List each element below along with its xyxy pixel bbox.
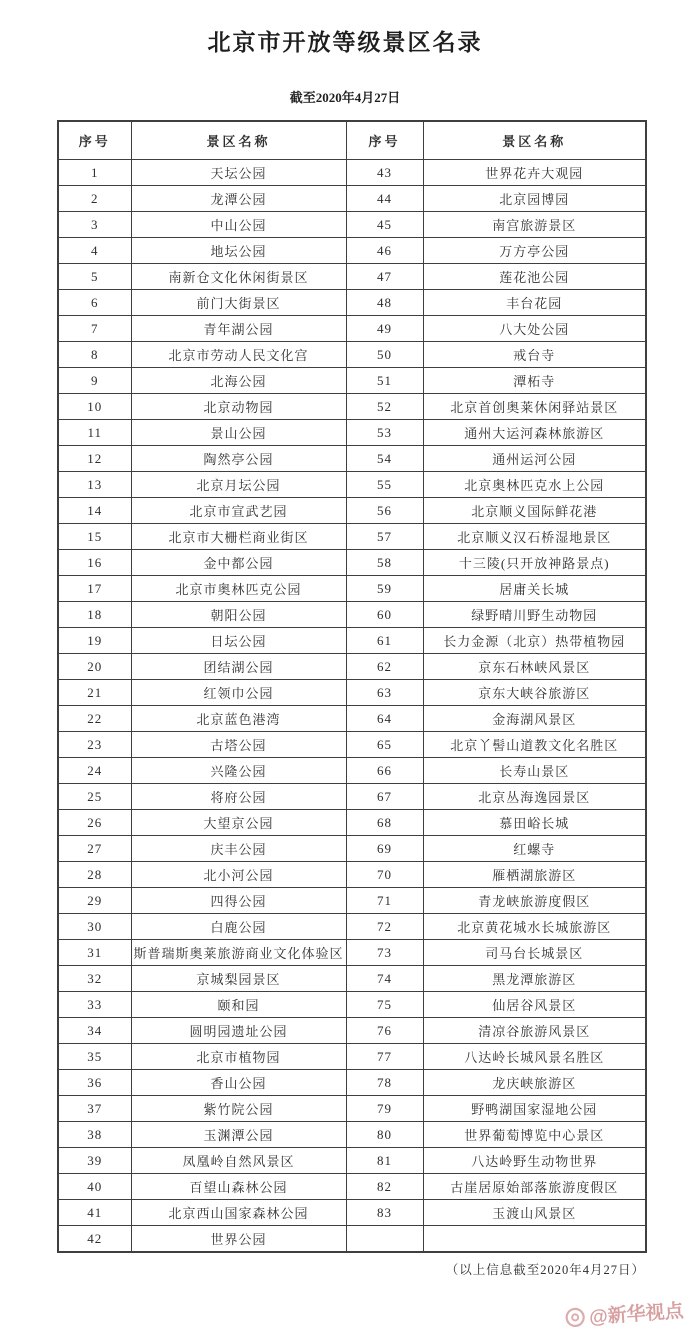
- name-cell-right: 北京丛海逸园景区: [423, 784, 646, 810]
- serial-cell-left: 34: [58, 1018, 131, 1044]
- serial-cell-left: 13: [58, 472, 131, 498]
- serial-cell-left: 24: [58, 758, 131, 784]
- name-cell-right: 八达岭长城风景名胜区: [423, 1044, 646, 1070]
- name-cell-left: 青年湖公园: [131, 316, 346, 342]
- serial-cell-right: 56: [346, 498, 423, 524]
- name-cell-left: 百望山森林公园: [131, 1174, 346, 1200]
- table-row: [58, 498, 646, 524]
- name-cell-right: 北京园博园: [423, 186, 646, 212]
- name-cell-left: 北海公园: [131, 368, 346, 394]
- serial-cell-right: 47: [346, 264, 423, 290]
- name-cell-left: 北小河公园: [131, 862, 346, 888]
- table-row: [58, 420, 646, 446]
- name-cell-left: 日坛公园: [131, 628, 346, 654]
- serial-cell-left: 1: [58, 160, 131, 186]
- serial-cell-left: 3: [58, 212, 131, 238]
- serial-cell-right: 46: [346, 238, 423, 264]
- name-cell-right: 清凉谷旅游风景区: [423, 1018, 646, 1044]
- serial-cell-right: 44: [346, 186, 423, 212]
- serial-cell-left: 38: [58, 1122, 131, 1148]
- name-cell-left: 古塔公园: [131, 732, 346, 758]
- serial-cell-right: 49: [346, 316, 423, 342]
- name-cell-right: 丰台花园: [423, 290, 646, 316]
- serial-cell-right: 55: [346, 472, 423, 498]
- name-cell-right: 红螺寺: [423, 836, 646, 862]
- serial-cell-left: 5: [58, 264, 131, 290]
- table-row: [58, 1226, 646, 1253]
- name-cell-right: [423, 1226, 646, 1253]
- table-row: [58, 966, 646, 992]
- table-row: [58, 992, 646, 1018]
- watermark: [564, 1296, 685, 1331]
- name-cell-right: 金海湖风景区: [423, 706, 646, 732]
- name-cell-right: 万方亭公园: [423, 238, 646, 264]
- name-cell-left: 团结湖公园: [131, 654, 346, 680]
- name-cell-right: 司马台长城景区: [423, 940, 646, 966]
- name-cell-left: 金中都公园: [131, 550, 346, 576]
- name-cell-left: 北京市劳动人民文化宫: [131, 342, 346, 368]
- name-cell-left: 将府公园: [131, 784, 346, 810]
- name-cell-right: 北京黄花城水长城旅游区: [423, 914, 646, 940]
- name-cell-left: 世界公园: [131, 1226, 346, 1253]
- serial-cell-right: 59: [346, 576, 423, 602]
- name-cell-right: 古崖居原始部落旅游度假区: [423, 1174, 646, 1200]
- table-row: [58, 160, 646, 186]
- name-cell-left: 北京市大栅栏商业街区: [131, 524, 346, 550]
- table-row: [58, 1148, 646, 1174]
- name-cell-right: 慕田峪长城: [423, 810, 646, 836]
- serial-cell-right: 57: [346, 524, 423, 550]
- serial-cell-right: 72: [346, 914, 423, 940]
- table-row: [58, 342, 646, 368]
- name-cell-right: 莲花池公园: [423, 264, 646, 290]
- name-cell-right: 北京顺义汉石桥湿地景区: [423, 524, 646, 550]
- name-cell-left: 南新仓文化休闲街景区: [131, 264, 346, 290]
- name-cell-right: 仙居谷风景区: [423, 992, 646, 1018]
- table-row: [58, 576, 646, 602]
- table-row: [58, 290, 646, 316]
- serial-cell-right: 50: [346, 342, 423, 368]
- table-row: [58, 238, 646, 264]
- serial-cell-left: 29: [58, 888, 131, 914]
- serial-cell-left: 35: [58, 1044, 131, 1070]
- serial-cell-right: 58: [346, 550, 423, 576]
- name-cell-right: 龙庆峡旅游区: [423, 1070, 646, 1096]
- serial-cell-right: 43: [346, 160, 423, 186]
- serial-cell-left: 19: [58, 628, 131, 654]
- serial-cell-left: 25: [58, 784, 131, 810]
- table-row: [58, 732, 646, 758]
- name-cell-right: 八达岭野生动物世界: [423, 1148, 646, 1174]
- serial-cell-left: 21: [58, 680, 131, 706]
- name-cell-right: 野鸭湖国家湿地公园: [423, 1096, 646, 1122]
- serial-cell-right: 68: [346, 810, 423, 836]
- serial-cell-right: 70: [346, 862, 423, 888]
- name-cell-left: 庆丰公园: [131, 836, 346, 862]
- serial-cell-left: 2: [58, 186, 131, 212]
- serial-cell-right: 83: [346, 1200, 423, 1226]
- serial-cell-left: 17: [58, 576, 131, 602]
- serial-cell-left: 26: [58, 810, 131, 836]
- serial-cell-right: 80: [346, 1122, 423, 1148]
- header-name-right: 景区名称: [423, 121, 646, 160]
- serial-cell-right: 48: [346, 290, 423, 316]
- name-cell-right: 南宫旅游景区: [423, 212, 646, 238]
- serial-cell-right: 53: [346, 420, 423, 446]
- table-row: [58, 1122, 646, 1148]
- name-cell-right: 通州运河公园: [423, 446, 646, 472]
- serial-cell-left: 7: [58, 316, 131, 342]
- table-row: [58, 550, 646, 576]
- name-cell-left: 大望京公园: [131, 810, 346, 836]
- name-cell-right: 十三陵(只开放神路景点): [423, 550, 646, 576]
- serial-cell-right: 74: [346, 966, 423, 992]
- table-row: [58, 1044, 646, 1070]
- table-row: [58, 446, 646, 472]
- serial-cell-right: 77: [346, 1044, 423, 1070]
- name-cell-left: 中山公园: [131, 212, 346, 238]
- table-row: [58, 316, 646, 342]
- serial-cell-left: 11: [58, 420, 131, 446]
- name-cell-left: 白鹿公园: [131, 914, 346, 940]
- name-cell-right: 京东石林峡风景区: [423, 654, 646, 680]
- header-serial-right: 序号: [346, 121, 423, 160]
- serial-cell-left: 30: [58, 914, 131, 940]
- serial-cell-left: 40: [58, 1174, 131, 1200]
- name-cell-right: 北京丫髻山道教文化名胜区: [423, 732, 646, 758]
- name-cell-right: 世界花卉大观园: [423, 160, 646, 186]
- table-row: [58, 888, 646, 914]
- serial-cell-right: [346, 1226, 423, 1253]
- serial-cell-right: 51: [346, 368, 423, 394]
- table-row: [58, 810, 646, 836]
- serial-cell-right: 65: [346, 732, 423, 758]
- table-row: [58, 706, 646, 732]
- scenic-area-table: [57, 120, 647, 1253]
- name-cell-right: 北京顺义国际鲜花港: [423, 498, 646, 524]
- serial-cell-left: 18: [58, 602, 131, 628]
- table-row: [58, 680, 646, 706]
- serial-cell-left: 39: [58, 1148, 131, 1174]
- name-cell-left: 凤凰岭自然风景区: [131, 1148, 346, 1174]
- table-row: [58, 524, 646, 550]
- serial-cell-left: 12: [58, 446, 131, 472]
- serial-cell-left: 41: [58, 1200, 131, 1226]
- name-cell-right: 北京奥林匹克水上公园: [423, 472, 646, 498]
- serial-cell-left: 42: [58, 1226, 131, 1253]
- serial-cell-left: 37: [58, 1096, 131, 1122]
- name-cell-right: 潭柘寺: [423, 368, 646, 394]
- serial-cell-right: 71: [346, 888, 423, 914]
- name-cell-left: 北京蓝色港湾: [131, 706, 346, 732]
- name-cell-right: 绿野晴川野生动物园: [423, 602, 646, 628]
- name-cell-left: 京城梨园景区: [131, 966, 346, 992]
- serial-cell-right: 81: [346, 1148, 423, 1174]
- table-row: [58, 212, 646, 238]
- name-cell-left: 玉渊潭公园: [131, 1122, 346, 1148]
- serial-cell-left: 32: [58, 966, 131, 992]
- name-cell-left: 兴隆公园: [131, 758, 346, 784]
- serial-cell-right: 82: [346, 1174, 423, 1200]
- serial-cell-left: 8: [58, 342, 131, 368]
- serial-cell-right: 75: [346, 992, 423, 1018]
- serial-cell-right: 78: [346, 1070, 423, 1096]
- name-cell-left: 四得公园: [131, 888, 346, 914]
- name-cell-right: 世界葡萄博览中心景区: [423, 1122, 646, 1148]
- table-row: [58, 394, 646, 420]
- serial-cell-left: 6: [58, 290, 131, 316]
- table-row: [58, 1018, 646, 1044]
- serial-cell-right: 73: [346, 940, 423, 966]
- name-cell-right: 长寿山景区: [423, 758, 646, 784]
- name-cell-left: 朝阳公园: [131, 602, 346, 628]
- weibo-logo-icon: [564, 1305, 587, 1328]
- serial-cell-right: 62: [346, 654, 423, 680]
- table-row: [58, 628, 646, 654]
- name-cell-left: 龙潭公园: [131, 186, 346, 212]
- name-cell-left: 红领巾公园: [131, 680, 346, 706]
- footer-note: （以上信息截至2020年4月27日）: [445, 1263, 645, 1277]
- serial-cell-left: 20: [58, 654, 131, 680]
- name-cell-left: 斯普瑞斯奥莱旅游商业文化体验区: [131, 940, 346, 966]
- name-cell-left: 紫竹院公园: [131, 1096, 346, 1122]
- name-cell-right: 青龙峡旅游度假区: [423, 888, 646, 914]
- page-subtitle: 截至2020年4月27日: [289, 90, 401, 105]
- table-row: [58, 602, 646, 628]
- name-cell-left: 景山公园: [131, 420, 346, 446]
- serial-cell-left: 27: [58, 836, 131, 862]
- serial-cell-right: 64: [346, 706, 423, 732]
- table-row: [58, 1174, 646, 1200]
- table-header-row: [58, 121, 646, 160]
- name-cell-right: 雁栖湖旅游区: [423, 862, 646, 888]
- serial-cell-left: 14: [58, 498, 131, 524]
- name-cell-left: 地坛公园: [131, 238, 346, 264]
- table-row: [58, 1200, 646, 1226]
- serial-cell-right: 63: [346, 680, 423, 706]
- serial-cell-right: 76: [346, 1018, 423, 1044]
- serial-cell-right: 66: [346, 758, 423, 784]
- serial-cell-left: 16: [58, 550, 131, 576]
- serial-cell-right: 60: [346, 602, 423, 628]
- header-serial-left: 序号: [58, 121, 131, 160]
- table-row: [58, 758, 646, 784]
- name-cell-left: 北京市奥林匹克公园: [131, 576, 346, 602]
- table-row: [58, 472, 646, 498]
- serial-cell-left: 15: [58, 524, 131, 550]
- name-cell-left: 北京市宣武艺园: [131, 498, 346, 524]
- name-cell-right: 通州大运河森林旅游区: [423, 420, 646, 446]
- watermark-text: @新华视点: [588, 1300, 685, 1329]
- name-cell-right: 长力金源（北京）热带植物园: [423, 628, 646, 654]
- serial-cell-right: 67: [346, 784, 423, 810]
- name-cell-right: 黑龙潭旅游区: [423, 966, 646, 992]
- page-title: 北京市开放等级景区名录: [207, 30, 483, 55]
- serial-cell-right: 79: [346, 1096, 423, 1122]
- name-cell-left: 圆明园遗址公园: [131, 1018, 346, 1044]
- table-row: [58, 654, 646, 680]
- serial-cell-left: 22: [58, 706, 131, 732]
- name-cell-right: 八大处公园: [423, 316, 646, 342]
- serial-cell-left: 10: [58, 394, 131, 420]
- table-row: [58, 862, 646, 888]
- name-cell-left: 颐和园: [131, 992, 346, 1018]
- table-row: [58, 1096, 646, 1122]
- header-name-left: 景区名称: [131, 121, 346, 160]
- serial-cell-left: 23: [58, 732, 131, 758]
- table-row: [58, 1070, 646, 1096]
- name-cell-right: 玉渡山风景区: [423, 1200, 646, 1226]
- table-row: [58, 940, 646, 966]
- serial-cell-right: 61: [346, 628, 423, 654]
- name-cell-left: 天坛公园: [131, 160, 346, 186]
- name-cell-right: 北京首创奥莱休闲驿站景区: [423, 394, 646, 420]
- table-row: [58, 186, 646, 212]
- table-row: [58, 836, 646, 862]
- serial-cell-left: 28: [58, 862, 131, 888]
- name-cell-left: 陶然亭公园: [131, 446, 346, 472]
- serial-cell-right: 52: [346, 394, 423, 420]
- table-row: [58, 784, 646, 810]
- serial-cell-right: 69: [346, 836, 423, 862]
- serial-cell-right: 45: [346, 212, 423, 238]
- table-row: [58, 914, 646, 940]
- serial-cell-left: 9: [58, 368, 131, 394]
- name-cell-right: 戒台寺: [423, 342, 646, 368]
- name-cell-left: 前门大街景区: [131, 290, 346, 316]
- name-cell-right: 京东大峡谷旅游区: [423, 680, 646, 706]
- name-cell-right: 居庸关长城: [423, 576, 646, 602]
- name-cell-left: 北京动物园: [131, 394, 346, 420]
- name-cell-left: 香山公园: [131, 1070, 346, 1096]
- serial-cell-left: 33: [58, 992, 131, 1018]
- serial-cell-left: 31: [58, 940, 131, 966]
- name-cell-left: 北京西山国家森林公园: [131, 1200, 346, 1226]
- name-cell-left: 北京市植物园: [131, 1044, 346, 1070]
- name-cell-left: 北京月坛公园: [131, 472, 346, 498]
- serial-cell-right: 54: [346, 446, 423, 472]
- table-row: [58, 368, 646, 394]
- serial-cell-left: 4: [58, 238, 131, 264]
- table-row: [58, 264, 646, 290]
- serial-cell-left: 36: [58, 1070, 131, 1096]
